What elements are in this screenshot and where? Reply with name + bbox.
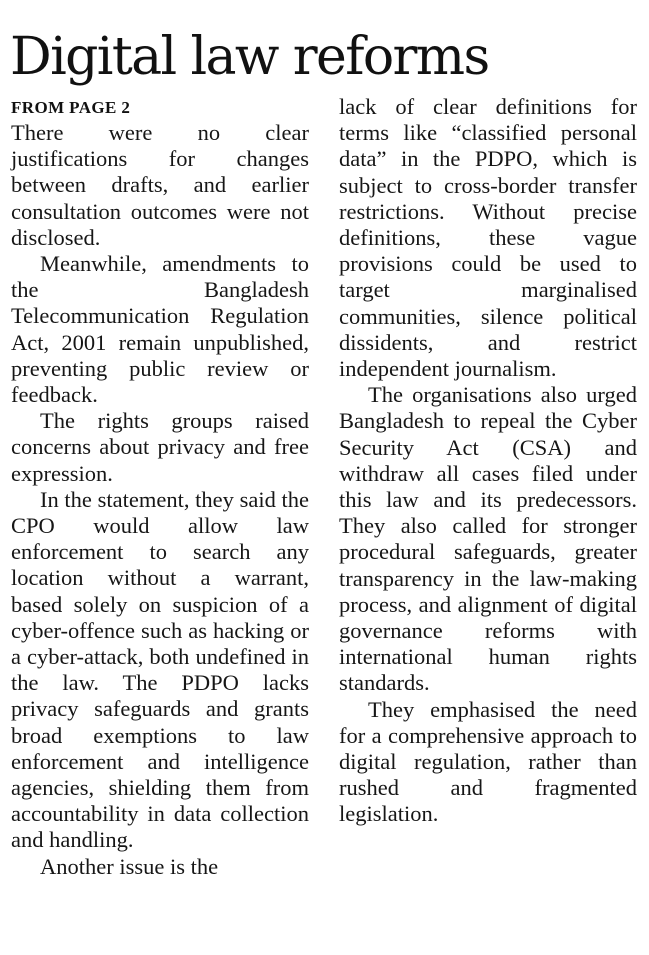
paragraph-csa-repeal: The organisations also urged Bangladesh to repeal the Cyber Security Act (CSA) and withdraw all cases filed under this law and its predecessors. They also called for stronger procedural safeguards, greater transparency in the law-making process, and alignment of digital governance reforms with international human rights standards. <box>339 382 637 696</box>
paragraph-another-issue: Another issue is the <box>40 853 219 879</box>
continuation-kicker: FROM PAGE 2 <box>11 98 131 117</box>
article-column-left <box>11 120 309 880</box>
paragraph-telecom-act: Meanwhile, amendments to the Bangladesh Telecommunication Regulation Act, 2001 remain unpublished, preventing public review or feedback. <box>11 251 309 408</box>
headline: Digital law reforms <box>10 27 489 87</box>
paragraph-definitions: lack of clear definitions for terms like “classified personal data” in the PDPO, which is subject to cross-border transfer restrictions. Without precise definitions, these vague provisions could be used to target marginalised communities, silence political dissidents, and restrict independent journalism. <box>339 94 637 382</box>
article-column-right <box>339 94 637 828</box>
paragraph-statement: In the statement, they said the CPO would allow law enforcement to search any location without a warrant, based solely on suspicion of a cyber-offence such as hacking or a cyber-attack, both undefined in the law. The PDPO lacks privacy safeguards and grants broad exemptions to law enforcement and intelligence agencies, shielding them from accountability in data collection and handling. <box>11 486 309 853</box>
paragraph-rights-concerns: The rights groups raised concerns about privacy and free expression. <box>11 408 309 486</box>
paragraph-comprehensive-approach: They emphasised the need for a comprehensive approach to digital regulation, rather than rushed and fragmented legislation. <box>339 696 637 827</box>
paragraph-disclosure: There were no clear justifications for changes between drafts, and earlier consultation outcomes were not disclosed. <box>11 120 309 250</box>
